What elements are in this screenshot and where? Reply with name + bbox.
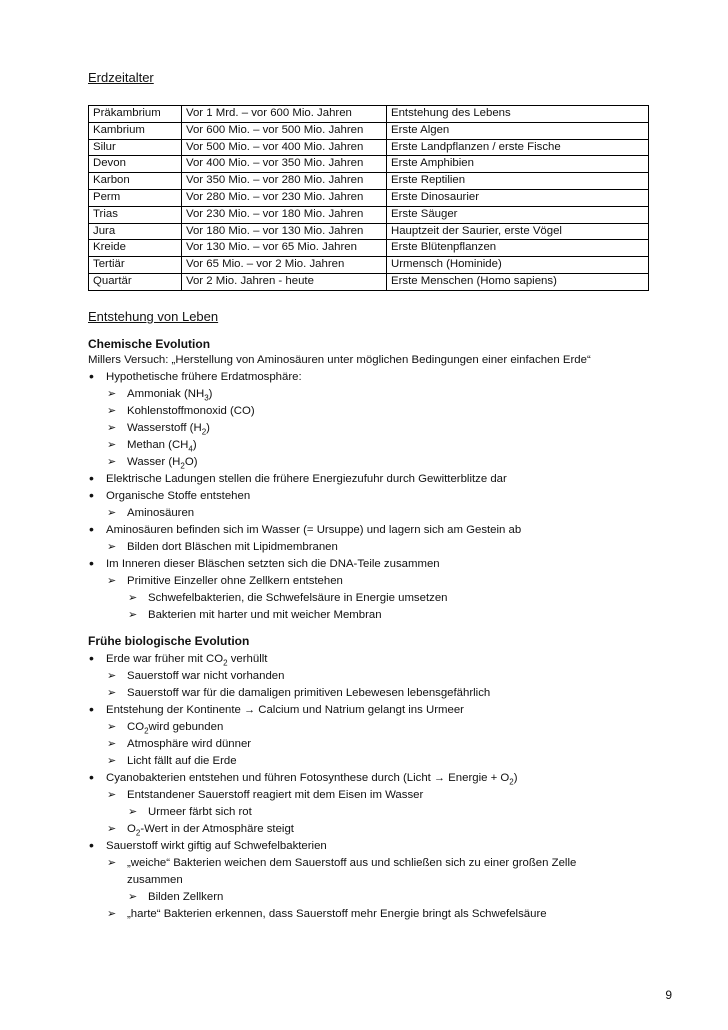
table-row	[89, 240, 649, 257]
table-row	[89, 273, 649, 290]
era-name-cell: Tertiär	[89, 257, 182, 274]
table-row	[89, 189, 649, 206]
era-time-cell: Vor 130 Mio. – vor 65 Mio. Jahren	[182, 240, 387, 257]
era-event-cell: Hauptzeit der Saurier, erste Vögel	[387, 223, 649, 240]
era-time-cell: Vor 180 Mio. – vor 130 Mio. Jahren	[182, 223, 387, 240]
list-item: ➢ Atmosphäre wird dünner	[88, 736, 251, 753]
table-row	[89, 122, 649, 139]
arrow-bullet-icon: ➢	[107, 857, 117, 869]
era-name-cell: Präkambrium	[89, 106, 182, 123]
era-name-cell: Quartär	[89, 273, 182, 290]
era-event-cell: Erste Dinosaurier	[387, 189, 649, 206]
section-title-entstehung: Entstehung von Leben	[88, 309, 219, 324]
list-item-continuation: zusammen	[127, 874, 183, 886]
list-item: ➢ Entstandener Sauerstoff reagiert mit dem Eisen im Wasser	[88, 787, 423, 804]
arrow-bullet-icon: ➢	[107, 823, 117, 835]
era-event-cell: Erste Reptilien	[387, 173, 649, 190]
subheading-chemische-evolution: Chemische Evolution	[88, 337, 211, 351]
bullet-icon: •	[89, 470, 94, 486]
era-name-cell: Silur	[89, 139, 182, 156]
bullet-icon: •	[89, 769, 94, 785]
section-title-erdzeitalter: Erdzeitalter	[88, 70, 154, 85]
era-time-cell: Vor 600 Mio. – vor 500 Mio. Jahren	[182, 122, 387, 139]
era-event-cell: Erste Landpflanzen / erste Fische	[387, 139, 649, 156]
era-time-cell: Vor 1 Mrd. – vor 600 Mio. Jahren	[182, 106, 387, 123]
bullet-icon: •	[89, 555, 94, 571]
era-time-cell: Vor 500 Mio. – vor 400 Mio. Jahren	[182, 139, 387, 156]
bullet-icon: •	[89, 521, 94, 537]
list-item: ➢ Licht fällt auf die Erde	[88, 753, 237, 770]
table-row	[89, 139, 649, 156]
era-time-cell: Vor 230 Mio. – vor 180 Mio. Jahren	[182, 206, 387, 223]
arrow-bullet-icon: ➢	[128, 609, 138, 621]
list-item: • Hypothetische frühere Erdatmosphäre:	[89, 368, 302, 384]
arrow-bullet-icon: ➢	[107, 738, 117, 750]
era-name-cell: Kreide	[89, 240, 182, 257]
era-time-cell: Vor 280 Mio. – vor 230 Mio. Jahren	[182, 189, 387, 206]
era-time-cell: Vor 2 Mio. Jahren - heute	[182, 273, 387, 290]
list-item: ➢ Ammoniak $(NH_3)$	[107, 388, 213, 403]
era-name-cell: Kambrium	[89, 122, 182, 139]
era-event-cell: Erste Blütenpflanzen	[387, 240, 649, 257]
era-name-cell: Perm	[89, 189, 182, 206]
bullet-icon: •	[89, 701, 94, 717]
subheading-fruehe-evolution: Frühe biologische Evolution	[88, 634, 250, 648]
list-item: ➢ Schwefelbakterien, die Schwefelsäure in Energie umsetzen	[88, 590, 448, 607]
list-item: ➢ Urmeer färbt sich rot	[88, 804, 252, 821]
arrow-bullet-icon: ➢	[107, 755, 117, 767]
era-name-cell: Karbon	[89, 173, 182, 190]
list-item: ➢ Kohlenstoffmonoxid (CO)	[88, 403, 255, 420]
era-event-cell: Erste Menschen (Homo sapiens)	[387, 273, 649, 290]
bullet-icon: •	[89, 650, 94, 666]
arrow-bullet-icon: ➢	[107, 456, 117, 468]
era-time-cell: Vor 65 Mio. – vor 2 Mio. Jahren	[182, 257, 387, 274]
list-item: ➢ Bilden dort Bläschen mit Lipidmembranen	[88, 539, 338, 556]
list-item: • Im Inneren dieser Bläschen setzten sich die DNA-Teile zusammen	[89, 555, 440, 571]
era-name-cell: Devon	[89, 156, 182, 173]
table-row	[89, 206, 649, 223]
list-item: ➢ „harte“ Bakterien erkennen, dass Sauerstoff mehr Energie bringt als Schwefelsäure	[88, 906, 547, 923]
arrow-bullet-icon: ➢	[107, 405, 117, 417]
list-item: • Sauerstoff wirkt giftig auf Schwefelbakterien	[89, 837, 327, 853]
era-time-cell: Vor 350 Mio. – vor 280 Mio. Jahren	[182, 173, 387, 190]
list-item: ➢ Methan $(CH_4)$	[107, 439, 197, 454]
arrow-bullet-icon: ➢	[128, 592, 138, 604]
bullet-icon: •	[89, 487, 94, 503]
intro-text: Millers Versuch: „Herstellung von Aminosäuren unter möglichen Bedingungen einer einfachen Erde“	[88, 354, 591, 366]
era-name-cell: Jura	[89, 223, 182, 240]
era-event-cell: Urmensch (Hominide)	[387, 257, 649, 274]
arrow-bullet-icon: ➢	[128, 806, 138, 818]
list-item: ➢ Wasser $(H_2O)$	[107, 456, 198, 471]
era-event-cell: Erste Säuger	[387, 206, 649, 223]
list-item: ➢ Bakterien mit harter und mit weicher Membran	[88, 607, 382, 624]
list-item: ➢ Aminosäuren	[88, 505, 194, 522]
arrow-right-icon: →	[244, 704, 256, 716]
arrow-bullet-icon: ➢	[107, 687, 117, 699]
era-event-cell: Erste Algen	[387, 122, 649, 139]
arrow-bullet-icon: ➢	[107, 670, 117, 682]
list-item: • Cyanobakterien entstehen und führen Fotosynthese durch (Licht → Energie + $O_2$)	[89, 769, 518, 787]
list-item: • Organische Stoffe entstehen	[89, 487, 251, 503]
list-item: • Entstehung der Kontinente → Calcium und Natrium gelangt ins Urmeer	[89, 701, 464, 717]
arrow-bullet-icon: ➢	[107, 908, 117, 920]
list-item: • Aminosäuren befinden sich im Wasser (= Ursuppe) und lagern sich am Gestein ab	[89, 521, 522, 537]
era-name-cell: Trias	[89, 206, 182, 223]
list-item: ➢ Primitive Einzeller ohne Zellkern entstehen	[88, 573, 343, 590]
arrow-right-icon: →	[434, 772, 446, 784]
era-time-cell: Vor 400 Mio. – vor 350 Mio. Jahren	[182, 156, 387, 173]
bullet-icon: •	[89, 837, 94, 853]
arrow-bullet-icon: ➢	[107, 422, 117, 434]
list-item: ➢ „weiche“ Bakterien weichen dem Sauerstoff aus und schließen sich zu einer großen Zelle	[88, 855, 576, 872]
bullet-icon: •	[89, 368, 94, 384]
page-number: 9	[665, 988, 672, 1002]
table-row	[89, 173, 649, 190]
arrow-bullet-icon: ➢	[107, 388, 117, 400]
table-row	[89, 223, 649, 240]
arrow-bullet-icon: ➢	[107, 439, 117, 451]
list-item: ➢ Sauerstoff war für die damaligen primitiven Lebewesen lebensgefährlich	[88, 685, 490, 702]
list-item: ➢ $O_2$-Wert in der Atmosphäre steigt	[107, 823, 294, 838]
arrow-bullet-icon: ➢	[107, 541, 117, 553]
era-event-cell: Entstehung des Lebens	[387, 106, 649, 123]
arrow-bullet-icon: ➢	[107, 575, 117, 587]
arrow-bullet-icon: ➢	[107, 721, 117, 733]
table-row	[89, 156, 649, 173]
list-item: ➢ Wasserstoff $(H_2)$	[107, 422, 210, 437]
list-item: ➢ $CO_2wird$ gebunden	[107, 721, 224, 736]
table-row	[89, 106, 649, 123]
table-row	[89, 257, 649, 274]
list-item: • Elektrische Ladungen stellen die frühere Energiezufuhr durch Gewitterblitze dar	[89, 470, 507, 486]
list-item: ➢ Bilden Zellkern	[88, 889, 223, 906]
arrow-bullet-icon: ➢	[107, 789, 117, 801]
list-item: ➢ Sauerstoff war nicht vorhanden	[88, 668, 284, 685]
era-table	[88, 105, 649, 291]
arrow-bullet-icon: ➢	[107, 507, 117, 519]
list-item: • Erde war früher mit $CO_2$ verhüllt	[89, 650, 268, 668]
era-event-cell: Erste Amphibien	[387, 156, 649, 173]
arrow-bullet-icon: ➢	[128, 891, 138, 903]
